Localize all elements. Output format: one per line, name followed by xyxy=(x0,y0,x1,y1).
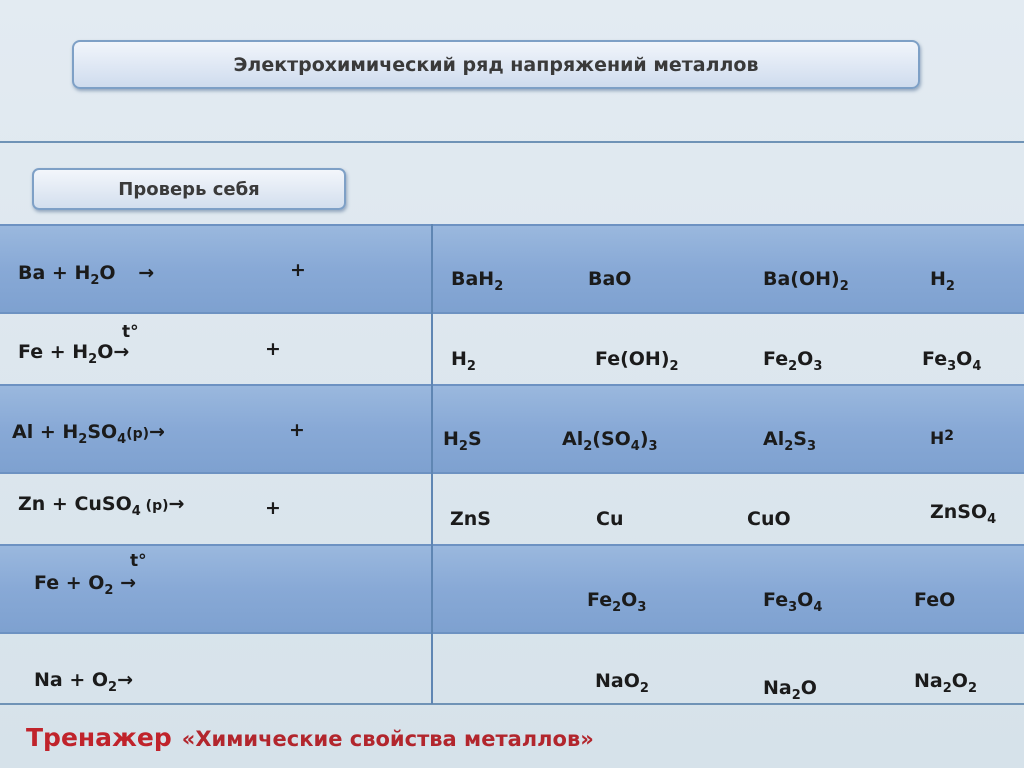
arrow-icon: → xyxy=(138,262,155,284)
product-option[interactable]: $Al_2S_3$ xyxy=(763,428,816,454)
reaction-5: $Fe + O_2$ → xyxy=(34,572,136,598)
row-band-2 xyxy=(0,314,1024,384)
reaction-6: $Na + O_2\to$ xyxy=(34,669,133,695)
product-option[interactable]: $H_2S$ xyxy=(443,428,482,454)
topic-label: «Химические свойства металлов» xyxy=(181,727,594,751)
product-option[interactable]: $Fe_3O_4$ xyxy=(763,589,823,615)
divider-top xyxy=(0,141,1024,143)
plus-sign-3: + xyxy=(289,419,305,441)
plus-sign-1: + xyxy=(290,259,306,281)
trainer-label: Тренажер xyxy=(26,723,172,752)
product-option[interactable]: $Fe_2O_3$ xyxy=(587,589,647,615)
row-band-6 xyxy=(0,634,1024,704)
check-yourself-button[interactable]: Проверь себя xyxy=(32,168,346,210)
arrow-icon: → xyxy=(168,493,185,515)
plus-sign-4: + xyxy=(265,497,281,519)
product-option[interactable]: NaO$_2$ xyxy=(595,670,649,696)
product-option[interactable]: ZnS xyxy=(450,508,491,530)
product-option[interactable]: ZnSO$_4$ xyxy=(930,501,997,527)
slide-title: Электрохимический ряд напряжений металлов xyxy=(72,40,920,89)
arrow-icon: → xyxy=(120,572,136,594)
product-option[interactable]: $Fe_2O_3$ xyxy=(763,348,823,374)
arrow-icon: → xyxy=(113,341,130,363)
product-option[interactable]: $Fe(OH)_2$ xyxy=(595,348,679,374)
arrow-icon: → xyxy=(117,669,133,691)
product-option[interactable]: BaH$_2$ xyxy=(451,268,504,294)
product-option[interactable]: Cu xyxy=(596,508,624,530)
temperature-mark: t° xyxy=(122,322,139,342)
temperature-mark: t° xyxy=(130,551,147,571)
row-band-5 xyxy=(0,544,1024,634)
product-option[interactable]: $Na_2O$ xyxy=(763,677,817,703)
reaction-1: $Ba + H_2O$ → xyxy=(18,262,155,288)
divider-bottom xyxy=(0,703,1024,705)
arrow-icon: → xyxy=(149,421,165,443)
reaction-2: $Fe + H_2O\to$ xyxy=(18,341,130,367)
product-option[interactable]: $Ba(OH)_2$ xyxy=(763,268,849,294)
product-option[interactable]: $Al_2(SO_4)_3$ xyxy=(562,428,658,454)
product-option[interactable]: $Fe_3O_4$ xyxy=(922,348,982,374)
product-option[interactable]: $Na_2O_2$ xyxy=(914,670,977,696)
product-option[interactable]: $H^2$ xyxy=(930,428,954,449)
plus-sign-2: + xyxy=(265,338,281,360)
product-option[interactable]: BaO xyxy=(588,268,632,290)
reaction-3: $Al + H_2SO_4(p)\to$ xyxy=(12,421,165,447)
column-divider xyxy=(431,224,433,704)
footer-caption xyxy=(26,723,594,752)
product-option[interactable]: $H_2$ xyxy=(451,348,476,374)
product-option[interactable]: $H_2$ xyxy=(930,268,955,294)
product-option[interactable]: CuO xyxy=(747,508,791,530)
reaction-4: Zn + CuSO$_4$ (p)→ xyxy=(18,493,185,519)
product-option[interactable]: FeO xyxy=(914,589,956,611)
